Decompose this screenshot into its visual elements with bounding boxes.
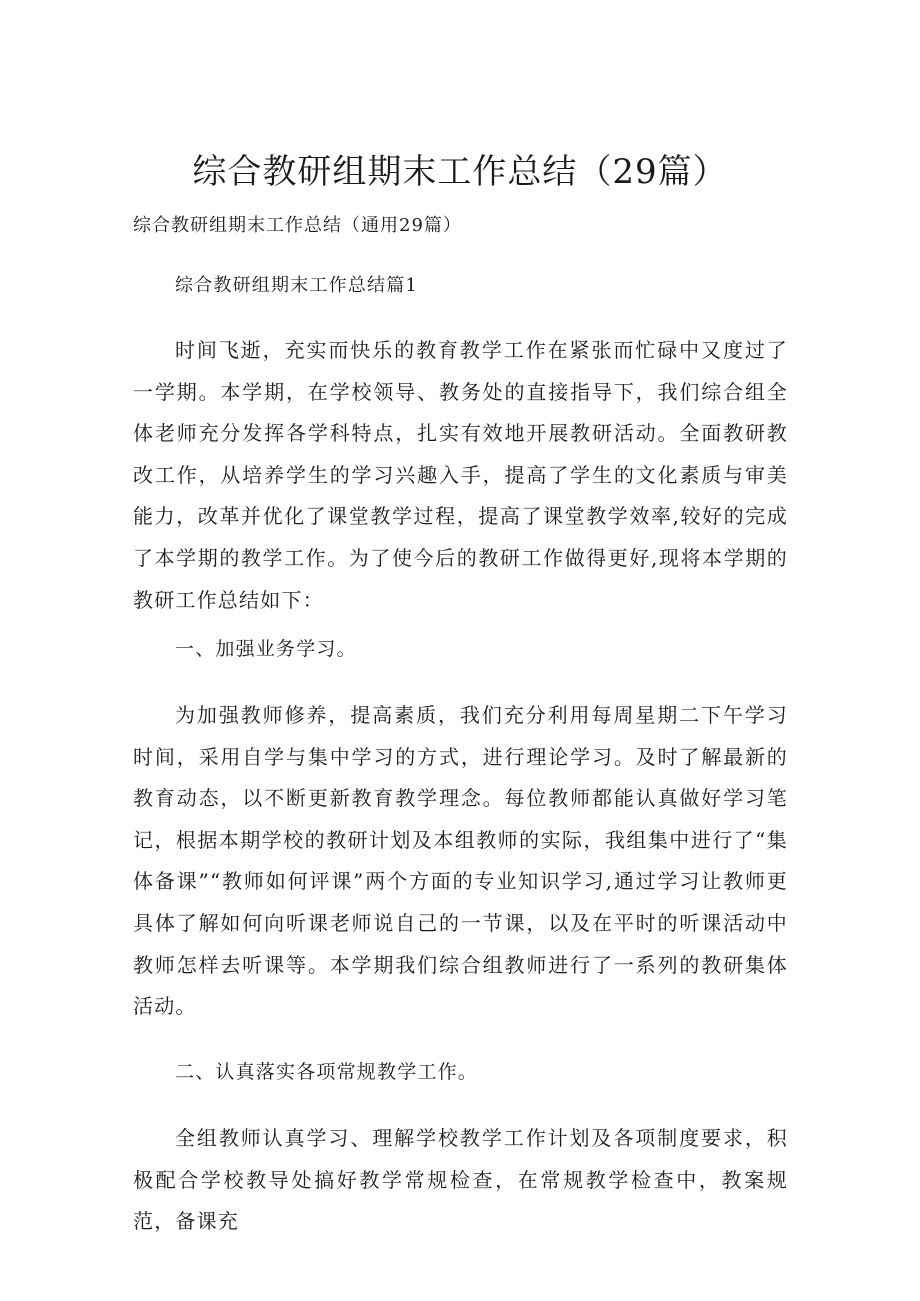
heading-one: 一、加强业务学习。	[175, 638, 357, 660]
document-subtitle: 综合教研组期末工作总结（通用29篇）	[133, 215, 462, 236]
heading-two: 二、认真落实各项常规教学工作。	[175, 1061, 479, 1083]
paragraph-intro: 时间飞逝，充实而快乐的教育教学工作在紧张而忙碌中又度过了一学期。本学期，在学校领导、教务处的直接指导下，我们综合组全体老师充分发挥各学科特点，扎实有效地开展教研活动。全面教研教改工作，从培养学生的学习兴趣入手，提高了学生的文化素质与审美能力，改革并优化了课堂教学过程，提高了课堂教学效率,较好的完成了本学期的教学工作。为了使今后的教研工作做得更好,现将本学期的教研工作总结如下：	[133, 338, 788, 612]
section-title: 综合教研组期末工作总结篇1	[175, 275, 419, 296]
paragraph-routine: 全组教师认真学习、理解学校教学工作计划及各项制度要求，积极配合学校教导处搞好教学常规检查，在常规教学检查中，教案规范，备课充	[133, 1126, 788, 1234]
document-title: 综合教研组期末工作总结（29篇）	[192, 152, 728, 192]
paragraph-study: 为加强教师修养，提高素质，我们充分利用每周星期二下午学习时间，采用自学与集中学习的方式，进行理论学习。及时了解最新的教育动态，以不断更新教育教学理念。每位教师都能认真做好学习笔记，根据本期学校的教研计划及本组教师的实际，我组集中进行了“集体备课”“教师如何评课”两个方面的专业知识学习,通过学习让教师更具体了解如何向听课老师说自己的一节课，以及在平时的听课活动中教师怎样去听课等。本学期我们综合组教师进行了一系列的教研集体活动。	[133, 703, 788, 1019]
